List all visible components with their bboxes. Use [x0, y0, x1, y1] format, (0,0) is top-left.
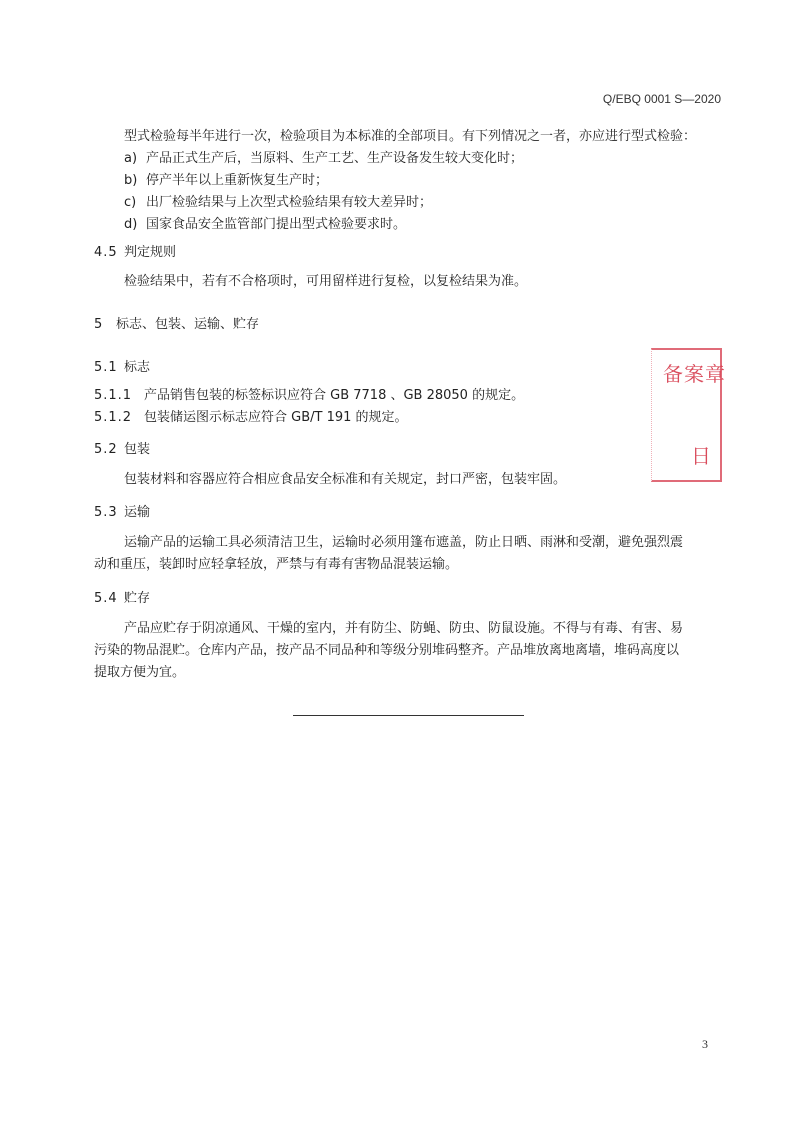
- section-body: 动和重压，装卸时应轻拿轻放，严禁与有毒有害物品混装运输。: [94, 557, 459, 572]
- section-number: 4.5: [94, 245, 118, 260]
- clause-number: 5.1.1: [94, 388, 133, 403]
- section-heading-5-1: [94, 359, 150, 377]
- clause-number: 5.1.2: [94, 410, 133, 425]
- section-title: 标志、包装、运输、贮存: [116, 317, 260, 332]
- section-title: 贮存: [124, 591, 151, 606]
- clause-text: 包装储运图示标志应符合 GB/T 191 的规定。: [144, 410, 408, 425]
- condition-item: [124, 194, 432, 212]
- page-number: 3: [702, 1037, 708, 1051]
- section-title: 标志: [124, 360, 151, 375]
- section-heading-5: [94, 316, 259, 334]
- condition-text: 产品正式生产后，当原料、生产工艺、生产设备发生较大变化时；: [146, 151, 524, 166]
- section-body: 检验结果中，若有不合格项时，可用留样进行复检，以复检结果为准。: [124, 274, 528, 289]
- clause-5-1-2: [94, 409, 408, 427]
- clause-text: 产品销售包装的标签标识应符合 GB 7718 、GB 28050 的规定。: [144, 388, 525, 403]
- section-body: 运输产品的运输工具必须清洁卫生，运输时必须用篷布遮盖，防止日晒、雨淋和受潮，避免强烈震: [124, 535, 684, 550]
- stamp-text: 备案章: [663, 362, 726, 386]
- condition-text: 国家食品安全监管部门提出型式检验要求时。: [146, 217, 407, 232]
- section-heading-5-4: [94, 590, 150, 608]
- condition-mark: b): [124, 173, 138, 188]
- section-number: 5: [94, 317, 104, 332]
- section-title: 判定规则: [124, 245, 177, 260]
- section-number: 5.4: [94, 591, 118, 606]
- end-rule: [293, 715, 524, 716]
- clause-5-1-1: [94, 387, 524, 405]
- condition-mark: a): [124, 151, 138, 166]
- intro-paragraph: 型式检验每半年进行一次，检验项目为本标准的全部项目。有下列情况之一者，亦应进行型式检验：: [124, 129, 697, 144]
- condition-text: 停产半年以上重新恢复生产时；: [146, 173, 329, 188]
- condition-mark: d): [124, 217, 138, 232]
- condition-item: [124, 172, 328, 190]
- condition-item: [124, 150, 523, 168]
- section-body: 提取方便为宜。: [94, 665, 186, 680]
- section-title: 运输: [124, 505, 151, 520]
- condition-item: [124, 216, 406, 234]
- filing-stamp: [651, 348, 726, 482]
- section-title: 包装: [124, 442, 151, 457]
- section-heading-4-5: [94, 244, 176, 262]
- document-code: Q/EBQ 0001 S—2020: [602, 92, 721, 106]
- section-body: 产品应贮存于阴凉通风、干燥的室内，并有防尘、防蝇、防虫、防鼠设施。不得与有毒、有害、易: [124, 621, 684, 636]
- stamp-text-date: 日: [691, 444, 711, 468]
- condition-text: 出厂检验结果与上次型式检验结果有较大差异时；: [146, 195, 433, 210]
- condition-mark: c): [124, 195, 137, 210]
- section-heading-5-2: [94, 441, 150, 459]
- section-number: 5.2: [94, 442, 118, 457]
- section-number: 5.1: [94, 360, 118, 375]
- section-heading-5-3: [94, 504, 150, 522]
- section-body: 污染的物品混贮。仓库内产品，按产品不同品种和等级分别堆码整齐。产品堆放离地离墙，堆码高度以: [94, 643, 680, 658]
- section-number: 5.3: [94, 505, 118, 520]
- section-body: 包装材料和容器应符合相应食品安全标准和有关规定，封口严密，包装牢固。: [124, 472, 567, 487]
